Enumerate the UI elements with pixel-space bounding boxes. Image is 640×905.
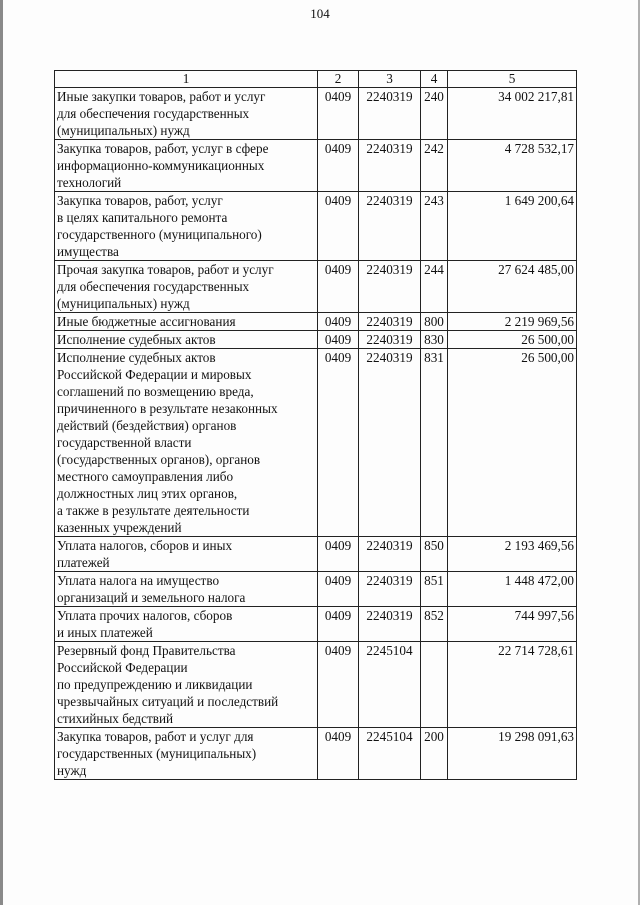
- row-name-cell: Прочая закупка товаров, работ и услуг для обеспечения государственных (муниципальных) нужд: [55, 261, 318, 313]
- row-name-cell: Резервный фонд Правительства Российской Федерации по предупреждению и ликвидации чрезвычайных ситуаций и последствий стихийных бедствий: [55, 642, 318, 728]
- row-target-cell: 2240319: [359, 140, 421, 192]
- row-section-cell: 0409: [318, 607, 359, 642]
- row-section-cell: 0409: [318, 572, 359, 607]
- row-name-cell: Закупка товаров, работ, услуг в целях капитального ремонта государственного (муниципального) имущества: [55, 192, 318, 261]
- row-section-cell: 0409: [318, 642, 359, 728]
- row-name-cell: Исполнение судебных актов Российской Федерации и мировых соглашений по возмещению вреда, причиненного в результате незаконных действий (бездействия) органов государственной власти (государственных органов), органов местного самоуправления либо должностных лиц этих органов, а также в результате деятельности казенных учреждений: [55, 349, 318, 537]
- header-cell: 5: [448, 71, 577, 88]
- table-row: [55, 607, 577, 642]
- row-amount-cell: 1 649 200,64: [448, 192, 577, 261]
- row-section-cell: 0409: [318, 313, 359, 331]
- row-target-cell: 2240319: [359, 261, 421, 313]
- row-type-cell: 851: [421, 572, 448, 607]
- row-type-cell: 240: [421, 88, 448, 140]
- row-name-cell: Закупка товаров, работ и услуг для государственных (муниципальных) нужд: [55, 728, 318, 780]
- row-name-cell: Уплата прочих налогов, сборов и иных платежей: [55, 607, 318, 642]
- row-section-cell: 0409: [318, 728, 359, 780]
- table-row: [55, 537, 577, 572]
- row-target-cell: 2245104: [359, 642, 421, 728]
- row-type-cell: 244: [421, 261, 448, 313]
- row-amount-cell: 26 500,00: [448, 331, 577, 349]
- row-name-cell: Исполнение судебных актов: [55, 331, 318, 349]
- row-amount-cell: 34 002 217,81: [448, 88, 577, 140]
- row-name-cell: Уплата налога на имущество организаций и земельного налога: [55, 572, 318, 607]
- row-type-cell: 200: [421, 728, 448, 780]
- row-target-cell: 2240319: [359, 331, 421, 349]
- row-section-cell: 0409: [318, 537, 359, 572]
- table-row: [55, 642, 577, 728]
- row-amount-cell: 2 193 469,56: [448, 537, 577, 572]
- scan-edge-left: [0, 0, 3, 905]
- row-section-cell: 0409: [318, 140, 359, 192]
- table-row: [55, 140, 577, 192]
- row-amount-cell: 26 500,00: [448, 349, 577, 537]
- table-row: [55, 261, 577, 313]
- table-row: [55, 313, 577, 331]
- row-section-cell: 0409: [318, 88, 359, 140]
- table-header-row: [55, 71, 577, 88]
- row-amount-cell: 744 997,56: [448, 607, 577, 642]
- page-number: 104: [310, 6, 330, 21]
- budget-table: [54, 70, 577, 780]
- row-target-cell: 2240319: [359, 192, 421, 261]
- row-section-cell: 0409: [318, 192, 359, 261]
- row-amount-cell: 4 728 532,17: [448, 140, 577, 192]
- row-target-cell: 2240319: [359, 349, 421, 537]
- header-cell: 3: [359, 71, 421, 88]
- table-row: [55, 572, 577, 607]
- row-section-cell: 0409: [318, 331, 359, 349]
- row-type-cell: 242: [421, 140, 448, 192]
- row-type-cell: 243: [421, 192, 448, 261]
- row-amount-cell: 27 624 485,00: [448, 261, 577, 313]
- row-target-cell: 2245104: [359, 728, 421, 780]
- table-row: [55, 331, 577, 349]
- row-amount-cell: 1 448 472,00: [448, 572, 577, 607]
- table-row: [55, 88, 577, 140]
- row-type-cell: 850: [421, 537, 448, 572]
- row-type-cell: [421, 642, 448, 728]
- row-target-cell: 2240319: [359, 572, 421, 607]
- row-target-cell: 2240319: [359, 607, 421, 642]
- row-type-cell: 800: [421, 313, 448, 331]
- row-section-cell: 0409: [318, 349, 359, 537]
- header-cell: 1: [55, 71, 318, 88]
- row-name-cell: Иные закупки товаров, работ и услуг для обеспечения государственных (муниципальных) нужд: [55, 88, 318, 140]
- row-section-cell: 0409: [318, 261, 359, 313]
- table-row: [55, 349, 577, 537]
- row-name-cell: Закупка товаров, работ, услуг в сфере информационно-коммуникационных технологий: [55, 140, 318, 192]
- row-amount-cell: 2 219 969,56: [448, 313, 577, 331]
- row-target-cell: 2240319: [359, 313, 421, 331]
- row-name-cell: Уплата налогов, сборов и иных платежей: [55, 537, 318, 572]
- table-row: [55, 192, 577, 261]
- row-type-cell: 852: [421, 607, 448, 642]
- header-cell: 2: [318, 71, 359, 88]
- row-name-cell: Иные бюджетные ассигнования: [55, 313, 318, 331]
- row-type-cell: 830: [421, 331, 448, 349]
- row-amount-cell: 19 298 091,63: [448, 728, 577, 780]
- header-cell: 4: [421, 71, 448, 88]
- row-target-cell: 2240319: [359, 537, 421, 572]
- row-amount-cell: 22 714 728,61: [448, 642, 577, 728]
- row-target-cell: 2240319: [359, 88, 421, 140]
- table-row: [55, 728, 577, 780]
- row-type-cell: 831: [421, 349, 448, 537]
